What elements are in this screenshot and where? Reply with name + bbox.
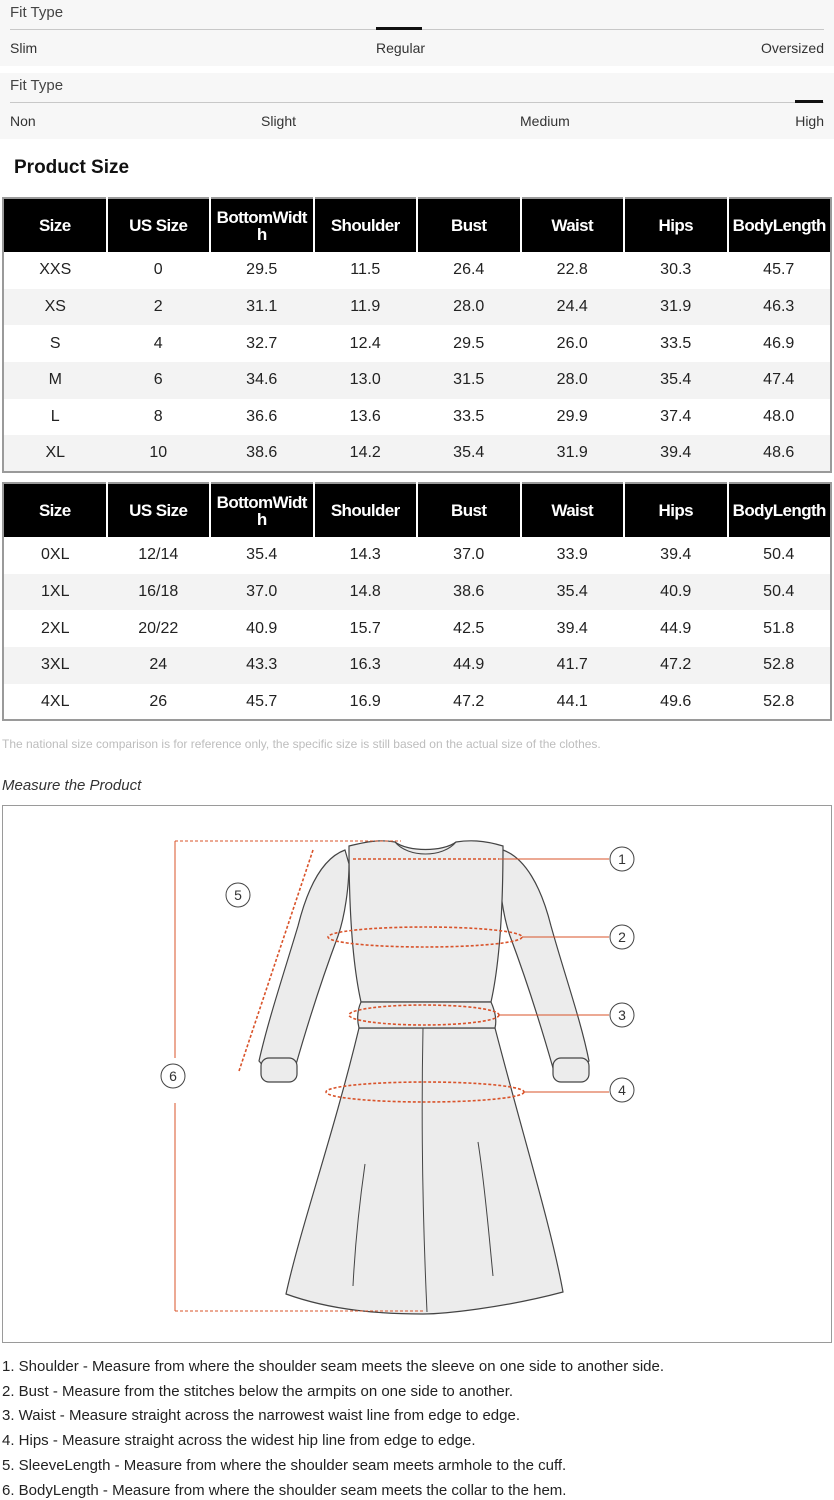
- marker-3: [610, 1003, 634, 1027]
- table-cell: 44.9: [417, 647, 521, 684]
- fit-option-medium: Medium: [520, 113, 570, 129]
- table-cell: 13.6: [349, 408, 381, 426]
- table-row: [3, 399, 831, 436]
- table-row: [3, 574, 831, 611]
- table-cell: 14.3: [349, 546, 381, 564]
- table-header-row: [3, 483, 831, 537]
- instruction-sleeve-length: 5. SleeveLength - Measure from where the shoulder seam meets armhole to the cuff.: [2, 1456, 567, 1474]
- table-cell: 26.4: [453, 261, 485, 279]
- instruction-waist: 3. Waist - Measure straight across the narrowest waist line from edge to edge.: [2, 1407, 521, 1425]
- table-cell: 0: [153, 261, 163, 279]
- table-cell: 31.9: [624, 289, 728, 326]
- table-cell: 47.2: [453, 692, 485, 710]
- marker-4: [610, 1078, 634, 1102]
- table-cell: 39.4: [624, 435, 728, 472]
- table-cell: 26: [149, 692, 168, 710]
- table-cell: L: [50, 408, 60, 426]
- fit-option-oversized: Oversized: [760, 40, 824, 56]
- instruction-hips: 4. Hips - Measure straight across the widest hip line from edge to edge.: [2, 1432, 476, 1450]
- measure-instructions: [2, 1355, 832, 1500]
- dress-right-sleeve: [499, 850, 589, 1071]
- table-cell: 39.4: [660, 546, 692, 564]
- table-cell: 50.4: [728, 574, 832, 611]
- table-cell: 45.7: [246, 692, 278, 710]
- dress-illustration: [3, 806, 833, 1344]
- table-cell: 11.9: [314, 289, 418, 326]
- table-cell: 10: [107, 435, 211, 472]
- size-table-regular: [2, 197, 832, 473]
- dress-left-cuff: [261, 1058, 297, 1082]
- table-cell: 12.4: [349, 334, 381, 352]
- table-cell: 16/18: [107, 574, 211, 611]
- table-cell: 35.4: [521, 574, 625, 611]
- table-cell: 32.7: [246, 334, 278, 352]
- table-cell: 48.6: [728, 435, 832, 472]
- table-cell: 37.0: [453, 546, 485, 564]
- table-cell: 52.8: [763, 692, 795, 710]
- table-cell: 13.0: [314, 362, 418, 399]
- fit-type-slider-fit: [0, 0, 834, 66]
- table-row: [3, 435, 831, 472]
- table-cell: 29.5: [453, 334, 485, 352]
- table-header-row: [3, 198, 831, 252]
- table-cell: 52.8: [728, 647, 832, 684]
- table-row: [3, 325, 831, 362]
- header-hips: Hips: [624, 198, 728, 252]
- table-cell: 41.7: [521, 647, 625, 684]
- table-row: [3, 537, 831, 574]
- table-cell: 46.9: [763, 334, 795, 352]
- size-table-plus: [2, 482, 832, 721]
- table-cell: 37.0: [210, 574, 314, 611]
- table-cell: 3XL: [3, 647, 107, 684]
- table-cell: 8: [153, 408, 163, 426]
- svg-text:1: 1: [618, 851, 626, 867]
- table-cell: 35.4: [246, 546, 278, 564]
- table-cell: 4: [153, 334, 163, 352]
- table-cell: 2: [107, 289, 211, 326]
- table-cell: 43.3: [210, 647, 314, 684]
- table-cell: 33.5: [660, 334, 692, 352]
- table-cell: 46.3: [728, 289, 832, 326]
- header-bottom-width: BottomWidth: [210, 198, 314, 252]
- table-cell: 34.6: [210, 362, 314, 399]
- table-cell: 11.5: [350, 261, 381, 279]
- header-bust: Bust: [417, 198, 521, 252]
- table-cell: 47.4: [728, 362, 832, 399]
- table-cell: 31.1: [210, 289, 314, 326]
- table-cell: M: [3, 362, 107, 399]
- table-cell: 12/14: [138, 546, 179, 564]
- table-cell: 16.3: [314, 647, 418, 684]
- fit-scale-line: [10, 102, 824, 103]
- header-shoulder: Shoulder: [314, 483, 418, 537]
- table-row: [3, 684, 831, 721]
- table-cell: XS: [3, 289, 107, 326]
- table-cell: 20/22: [138, 619, 179, 637]
- instruction-bust: 2. Bust - Measure from the stitches below the armpits on one side to another.: [2, 1382, 514, 1400]
- fit-type-title: Fit Type: [10, 77, 64, 94]
- fit-type-title: Fit Type: [10, 4, 64, 21]
- instruction-body-length: 6. BodyLength - Measure from where the shoulder seam meets the collar to the hem.: [2, 1481, 567, 1499]
- table-cell: 44.1: [556, 692, 588, 710]
- table-cell: 16.9: [349, 692, 381, 710]
- size-reference-note: The national size comparison is for reference only, the specific size is still based on the actual size of the clothes.: [2, 737, 601, 751]
- table-cell: 51.8: [763, 619, 795, 637]
- table-cell: 50.4: [763, 546, 795, 564]
- fit-option-slight: Slight: [261, 113, 297, 129]
- header-size: Size: [3, 198, 107, 252]
- table-cell: 33.5: [453, 408, 485, 426]
- header-bottom-width: BottomWidth: [210, 483, 314, 537]
- dress-bodice: [349, 841, 503, 1002]
- dress-left-sleeve: [259, 850, 349, 1071]
- table-cell: 44.9: [660, 619, 692, 637]
- header-waist: Waist: [521, 198, 625, 252]
- fit-option-regular: Regular: [376, 40, 426, 56]
- table-cell: 15.7: [349, 619, 381, 637]
- header-size: Size: [3, 483, 107, 537]
- measure-title: Measure the Product: [2, 777, 142, 794]
- header-body-length: BodyLength: [728, 198, 832, 252]
- table-cell: 14.8: [314, 574, 418, 611]
- table-cell: 38.6: [210, 435, 314, 472]
- table-cell: 2XL: [41, 619, 70, 637]
- fit-selected-marker: [795, 100, 823, 103]
- table-cell: 29.5: [246, 261, 278, 279]
- table-cell: 40.9: [246, 619, 278, 637]
- table-cell: 33.9: [556, 546, 588, 564]
- marker-2: [610, 925, 634, 949]
- table-cell: 39.4: [556, 619, 588, 637]
- marker-6: [161, 1064, 185, 1088]
- fit-option-slim: Slim: [10, 40, 38, 56]
- table-cell: 1XL: [3, 574, 107, 611]
- table-row: [3, 610, 831, 647]
- header-shoulder: Shoulder: [314, 198, 418, 252]
- table-row: [3, 252, 831, 289]
- instruction-shoulder: 1. Shoulder - Measure from where the shoulder seam meets the sleeve on one side to another side.: [2, 1358, 665, 1375]
- table-cell: 49.6: [660, 692, 692, 710]
- marker-1: [610, 847, 634, 871]
- header-body-length: BodyLength: [728, 483, 832, 537]
- header-us-size: US Size: [107, 198, 211, 252]
- table-cell: 28.0: [417, 289, 521, 326]
- svg-text:5: 5: [234, 887, 242, 903]
- svg-text:4: 4: [618, 1082, 626, 1098]
- fit-option-high: High: [795, 113, 824, 129]
- dress-skirt-shape: [286, 1028, 563, 1314]
- table-cell: 29.9: [556, 408, 588, 426]
- header-waist: Waist: [521, 483, 625, 537]
- table-cell: 24.4: [521, 289, 625, 326]
- table-cell: S: [49, 334, 61, 352]
- table-cell: 22.8: [556, 261, 588, 279]
- table-cell: 31.5: [417, 362, 521, 399]
- table-cell: 40.9: [624, 574, 728, 611]
- table-row: [3, 289, 831, 326]
- table-cell: 28.0: [521, 362, 625, 399]
- table-cell: 4XL: [41, 692, 70, 710]
- table-cell: XL: [3, 435, 107, 472]
- table-cell: 36.6: [246, 408, 278, 426]
- table-cell: 14.2: [314, 435, 418, 472]
- product-size-title: Product Size: [14, 157, 130, 178]
- header-bust: Bust: [417, 483, 521, 537]
- svg-text:2: 2: [618, 929, 626, 945]
- table-cell: 35.4: [624, 362, 728, 399]
- fit-type-slider-stretch: [0, 73, 834, 139]
- table-cell: 38.6: [417, 574, 521, 611]
- dress-right-cuff: [553, 1058, 589, 1082]
- table-cell: 45.7: [763, 261, 795, 279]
- fit-selected-marker: [376, 27, 422, 30]
- table-cell: 47.2: [624, 647, 728, 684]
- table-cell: 35.4: [417, 435, 521, 472]
- table-cell: 30.3: [660, 261, 692, 279]
- table-cell: 42.5: [453, 619, 485, 637]
- header-us-size: US Size: [107, 483, 211, 537]
- table-cell: 26.0: [556, 334, 588, 352]
- measure-diagram: [2, 805, 832, 1343]
- table-cell: 24: [107, 647, 211, 684]
- table-row: [3, 362, 831, 399]
- header-hips: Hips: [624, 483, 728, 537]
- table-cell: 48.0: [763, 408, 795, 426]
- marker-5: [226, 883, 250, 907]
- table-cell: XXS: [39, 261, 72, 279]
- table-cell: 6: [107, 362, 211, 399]
- table-row: [3, 647, 831, 684]
- fit-option-non: Non: [10, 113, 36, 129]
- svg-text:6: 6: [169, 1068, 177, 1084]
- svg-text:3: 3: [618, 1007, 626, 1023]
- table-cell: 0XL: [41, 546, 70, 564]
- dress-waistband: [358, 1002, 496, 1028]
- table-cell: 31.9: [521, 435, 625, 472]
- table-cell: 37.4: [660, 408, 692, 426]
